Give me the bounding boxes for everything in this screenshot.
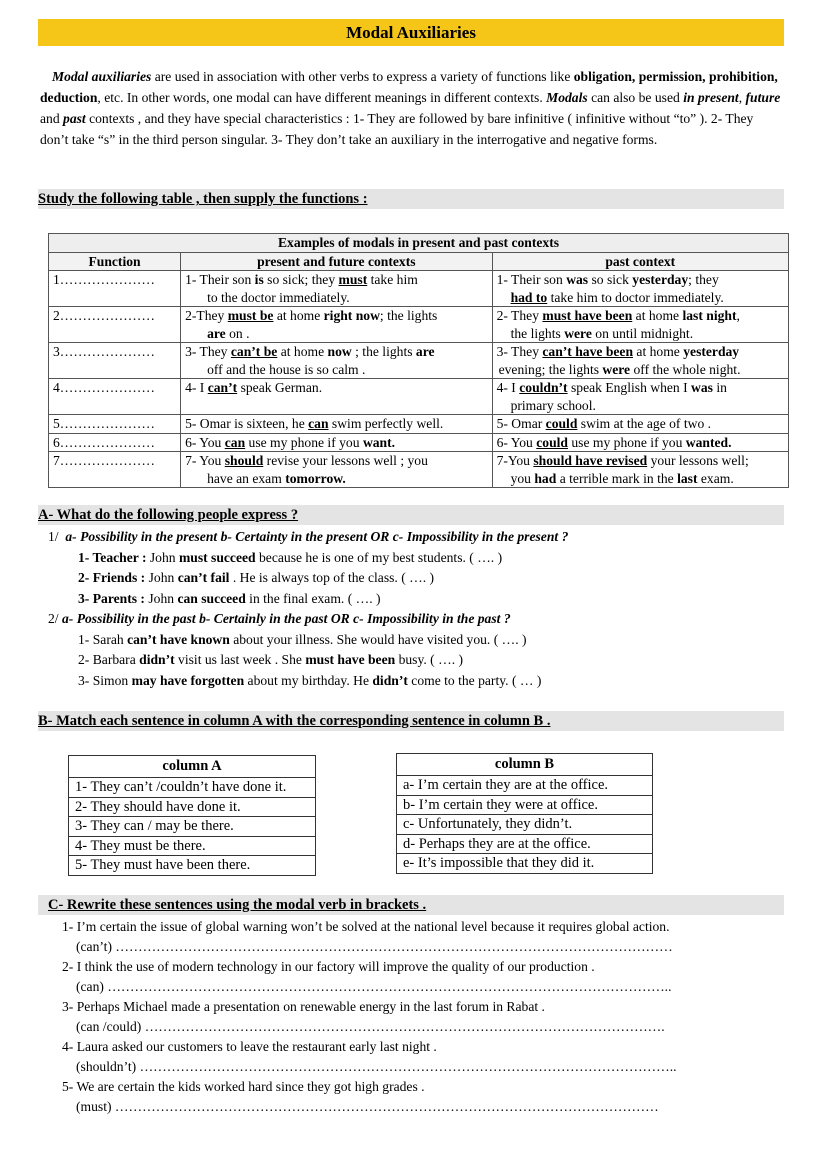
intro-text: can also be used — [587, 90, 684, 105]
function-blank-3[interactable]: 3………………… — [49, 343, 181, 379]
intro-functions: obligation, permission, prohibition, deduction — [40, 69, 778, 105]
intro-text: are used in association with other verbs to express a variety of functions like — [151, 69, 574, 84]
present-example-1: 1- Their son is so sick; they must take him to the doctor immediately. — [181, 271, 493, 307]
table-row: 1- They can’t /couldn’t have done it. — [69, 778, 316, 798]
list-item: 2- Friends : John can’t fail . He is always top of the class. ( …. ) — [78, 570, 435, 585]
past-example-1: 1- Their son was so sick yesterday; they had to take him to doctor immediately. — [492, 271, 788, 307]
list-item: 2- Barbara didn’t visit us last week . She must have been busy. ( …. ) — [78, 652, 464, 667]
header-function: Function — [49, 252, 181, 271]
rewrite-sentence: 1- I’m certain the issue of global warning won’t be solved at the national level because it requires global action. — [62, 919, 670, 934]
section-a-heading: A- What do the following people express ? — [38, 505, 784, 525]
question-a1-options: a- Possibility in the present b- Certainty in the present OR c- Impossibility in the present ? — [65, 529, 569, 544]
table-row: d- Perhaps they are at the office. — [397, 834, 653, 854]
rewrite-sentence: 2- I think the use of modern technology in our factory will improve the quality of our production . — [62, 959, 595, 974]
present-example-6: 6- You can use my phone if you want. — [181, 433, 493, 452]
rewrite-sentence: 4- Laura asked our customers to leave the restaurant early last night . — [62, 1039, 437, 1054]
intro-text: and — [40, 111, 64, 126]
intro-text: , — [738, 90, 746, 105]
table-row: 5- They must have been there. — [69, 856, 316, 876]
page-title: Modal Auxiliaries — [38, 19, 784, 46]
table-row: 3- They can / may be there. — [69, 817, 316, 837]
function-blank-4[interactable]: 4………………… — [49, 379, 181, 415]
function-blank-2[interactable]: 2………………… — [49, 307, 181, 343]
table-row — [49, 433, 789, 452]
intro-text: contexts , and they have special characteristics : 1- They are followed by bare infinitive ( infinitive without “to” ). 2- They don’t take “s” in the third person singular. 3- They don’t take an auxiliary in the interrogative and negative forms. — [40, 111, 754, 147]
past-example-4: 4- I couldn’t speak English when I was in primary school. — [492, 379, 788, 415]
present-example-4: 4- I can’t speak German. — [181, 379, 493, 415]
question-a2-options: a- Possibility in the past b- Certainly in the past OR c- Impossibility in the past ? — [61, 611, 511, 626]
section-study-heading: Study the following table , then supply the functions : — [38, 189, 784, 209]
table-row: a- I’m certain they are at the office. — [397, 776, 653, 796]
list-item: 3- Simon may have forgotten about my birthday. He didn’t come to the party. ( … ) — [78, 672, 542, 688]
column-a-header: column A — [69, 756, 316, 778]
table-row — [49, 379, 789, 415]
function-blank-6[interactable]: 6………………… — [49, 433, 181, 452]
question-number: 2/ — [48, 611, 59, 626]
past-example-6: 6- You could use my phone if you wanted. — [492, 433, 788, 452]
table-row — [49, 452, 789, 488]
present-example-2: 2-They must be at home right now; the lights are on . — [181, 307, 493, 343]
rewrite-sentence: 3- Perhaps Michael made a presentation on renewable energy in the last forum in Rabat . — [62, 999, 545, 1014]
rewrite-answer-line[interactable]: (shouldn’t) ……………………………………………………………………………………………………….. — [76, 1059, 677, 1074]
rewrite-answer-line[interactable]: (must) ………………………………………………………………………………………………………… — [76, 1099, 659, 1114]
table-row: 2- They should have done it. — [69, 797, 316, 817]
table-row: c- Unfortunately, they didn’t. — [397, 815, 653, 835]
column-b-header: column B — [397, 754, 653, 776]
past-example-5: 5- Omar could swim at the age of two . — [492, 415, 788, 434]
term-modal-auxiliaries: Modal auxiliaries — [52, 69, 152, 84]
term-future: future — [745, 90, 781, 105]
table-row — [49, 271, 789, 307]
list-item: 3- Parents : John can succeed in the final exam. ( …. ) — [78, 590, 381, 606]
table-row — [49, 343, 789, 379]
list-item: 1- Sarah can’t have known about your illness. She would have visited you. ( …. ) — [78, 631, 527, 647]
present-example-7: 7- You should revise your lessons well ; you have an exam tomorrow. — [181, 452, 493, 488]
function-blank-1[interactable]: 1………………… — [49, 271, 181, 307]
intro-text: , etc. In other words, one modal can have different meanings in different contexts. — [97, 90, 547, 105]
present-example-3: 3- They can’t be at home now ; the lights are off and the house is so calm . — [181, 343, 493, 379]
function-blank-7[interactable]: 7………………… — [49, 452, 181, 488]
rewrite-exercise — [62, 917, 786, 1117]
table-row — [49, 307, 789, 343]
rewrite-sentence: 5- We are certain the kids worked hard since they got high grades . — [62, 1079, 425, 1094]
table-row: b- I’m certain they were at office. — [397, 795, 653, 815]
header-past: past context — [492, 252, 788, 271]
past-example-2: 2- They must have been at home last night, the lights were on until midnight. — [492, 307, 788, 343]
list-item: 1- Teacher : John must succeed because he is one of my best students. ( …. ) — [78, 549, 503, 565]
table-caption: Examples of modals in present and past contexts — [49, 234, 789, 253]
section-b-heading: B- Match each sentence in column A with the corresponding sentence in column B . — [38, 711, 784, 731]
function-blank-5[interactable]: 5………………… — [49, 415, 181, 434]
rewrite-answer-line[interactable]: (can) …………………………………………………………………………………………………………….. — [76, 979, 672, 994]
term-past: past — [63, 111, 86, 126]
term-modals: Modals — [546, 90, 588, 105]
header-present: present and future contexts — [181, 252, 493, 271]
past-example-3: 3- They can’t have been at home yesterday evening; the lights were off the whole night. — [492, 343, 788, 379]
intro-paragraph — [40, 66, 784, 150]
present-example-5: 5- Omar is sixteen, he can swim perfectly well. — [181, 415, 493, 434]
question-number: 1/ — [48, 529, 59, 544]
table-row: 4- They must be there. — [69, 836, 316, 856]
rewrite-answer-line[interactable]: (can’t) …………………………………………………………………………………………………………… — [76, 939, 673, 954]
column-a-table — [68, 755, 316, 876]
column-b-table — [396, 753, 653, 874]
table-row: e- It’s impossible that they did it. — [397, 854, 653, 874]
term-present: in present — [683, 90, 739, 105]
past-example-7: 7-You should have revised your lessons well; you had a terrible mark in the last exam. — [492, 452, 788, 488]
section-c-heading: C- Rewrite these sentences using the modal verb in brackets . — [38, 895, 784, 915]
rewrite-answer-line[interactable]: (can /could) ……………………………………………………………………………………………………. — [76, 1019, 665, 1034]
table-row — [49, 415, 789, 434]
modals-examples-table — [48, 233, 789, 488]
question-a1 — [48, 527, 788, 691]
